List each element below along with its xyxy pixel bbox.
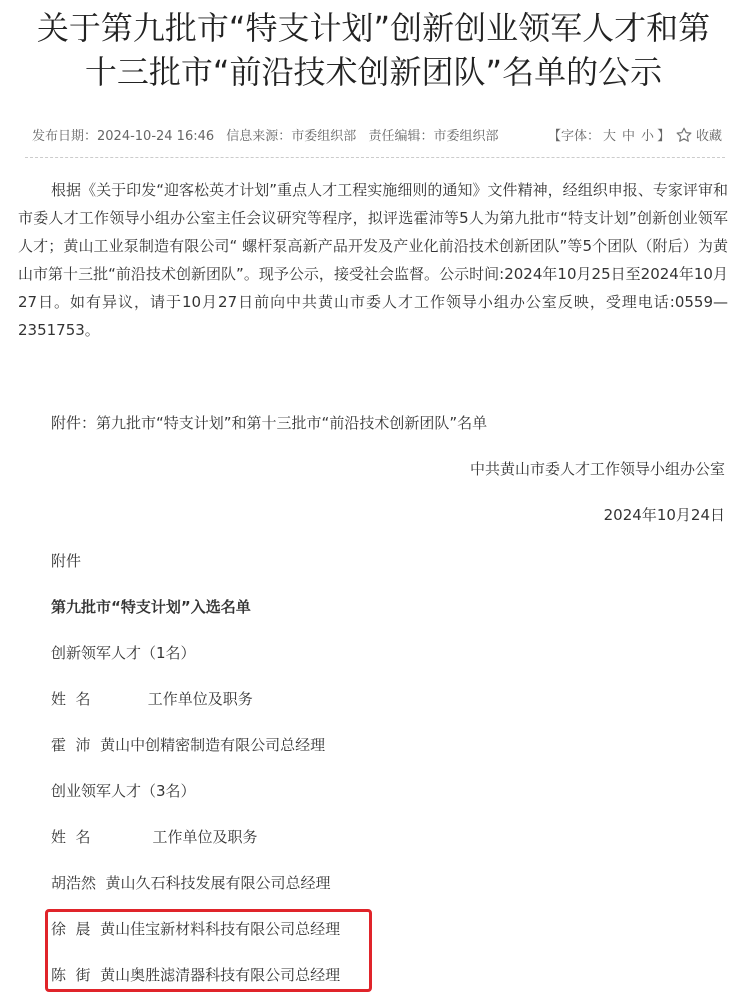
info-source: 信息来源：市委组织部	[226, 129, 357, 144]
meta-divider	[25, 157, 725, 158]
signature-org: 中共黄山市委人才工作领导小组办公室	[469, 460, 725, 478]
section-title-entrepreneur: 创业领军人才（3名）	[51, 782, 196, 800]
attachment-heading: 附件	[51, 552, 82, 570]
highlight-annotation-box	[45, 909, 372, 992]
font-medium-button[interactable]: 中	[622, 129, 636, 144]
article-title	[0, 6, 747, 94]
publish-date: 发布日期：2024-10-24 16:46	[32, 129, 215, 144]
star-icon	[676, 127, 692, 143]
responsible-editor: 责任编辑：市委组织部	[368, 129, 499, 144]
article-title-line2: 十三批市“前沿技术创新团队”名单的公示	[84, 53, 663, 91]
attachment-note: 附件：第九批市“特支计划”和第十三批市“前沿技术创新团队”名单	[51, 414, 488, 432]
article-meta	[32, 126, 732, 148]
list-item: 霍 沛 黄山中创精密制造有限公司总经理	[51, 736, 326, 754]
list-title: 第九批市“特支计划”入选名单	[51, 598, 251, 616]
table-header: 姓 名 工作单位及职务	[51, 828, 258, 846]
favorite-button[interactable]	[676, 126, 722, 148]
font-label-open: 【字体：	[548, 129, 601, 144]
article-title-line1: 关于第九批市“特支计划”创新创业领军人才和第	[36, 9, 711, 47]
list-item: 胡浩然 黄山久石科技发展有限公司总经理	[51, 874, 331, 892]
favorite-label: 收藏	[696, 129, 723, 144]
signature-date: 2024年10月24日	[603, 506, 725, 524]
article-body	[18, 176, 728, 344]
font-large-button[interactable]: 大	[603, 129, 617, 144]
table-header: 姓 名 工作单位及职务	[51, 690, 253, 708]
body-paragraph: 根据《关于印发“迎客松英才计划”重点人才工程实施细则的通知》文件精神，经组织申报、专家评审和市委人才工作领导小组办公室主任会议研究等程序，拟评选霍沛等5人为第九批市“特支计划”创新创业领军人才；黄山工业泵制造有限公司“ 螺杆泵高新产品开发及产业化前沿技术创新团队”等5个团队（附后）为黄山市第十三批“前沿技术创新团队”。现予公示，接受社会监督。公示时间:2024年10月25日至2024年10月27日。如有异议，请于10月27日前向中共黄山市委人才工作领导小组办公室反映，受理电话:0559—2351753。	[18, 181, 728, 339]
font-label-close: 】	[657, 129, 671, 144]
font-small-button[interactable]: 小	[641, 129, 655, 144]
section-title-innovation: 创新领军人才（1名）	[51, 644, 196, 662]
list-item: 陈 街 黄山奥胜滤清器科技有限公司总经理	[51, 966, 341, 984]
list-item: 徐 晨 黄山佳宝新材料科技有限公司总经理	[51, 920, 341, 938]
font-size-control	[548, 126, 670, 148]
